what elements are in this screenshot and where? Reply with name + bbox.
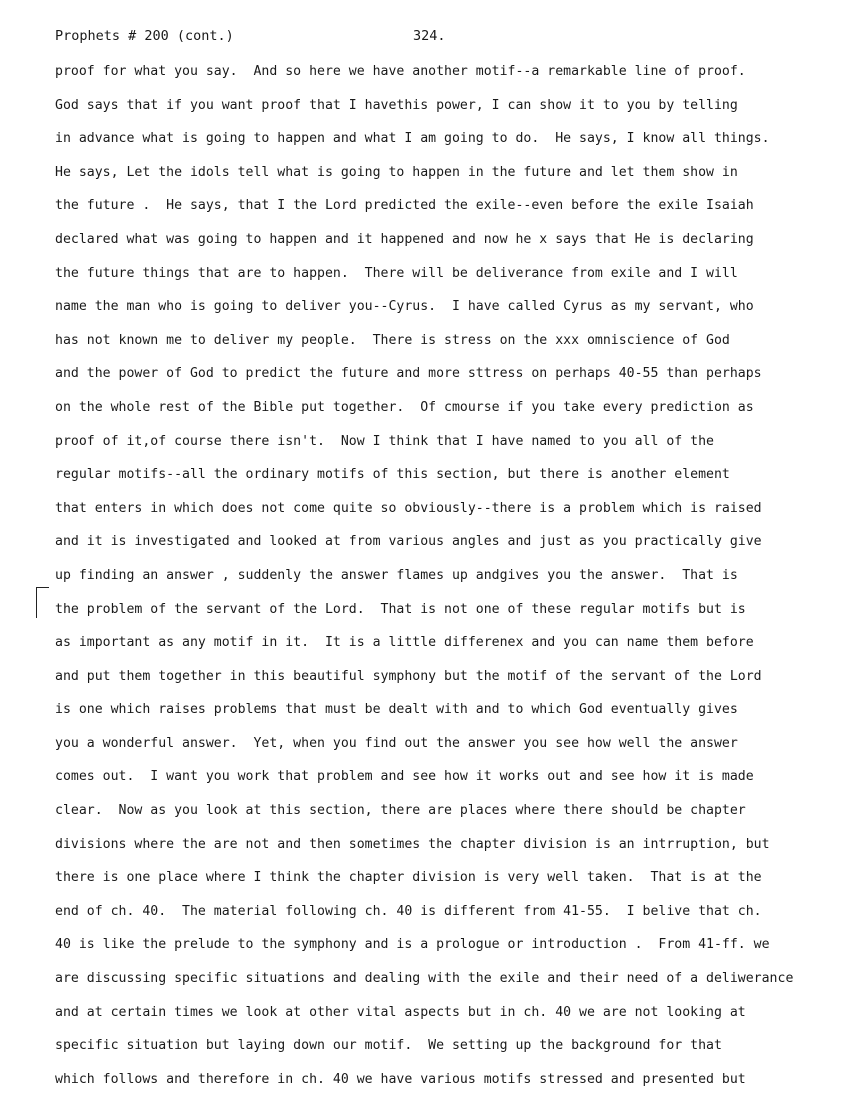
page-number: 324. — [413, 28, 446, 44]
text-line: as important as any motif in it. It is a little differenex and you can name them before — [55, 635, 754, 651]
text-line: you a wonderful answer. Yet, when you find out the answer you see how well the answer — [55, 735, 738, 751]
text-line: regular motifs--all the ordinary motifs of this section, but there is another element — [55, 467, 730, 483]
text-line: in advance what is going to happen and what I am going to do. He says, I know all things. — [55, 131, 770, 147]
text-line: declared what was going to happen and it happened and now he x says that He is declaring — [55, 231, 754, 247]
text-line: end of ch. 40. The material following ch. 40 is different from 41-55. I belive that ch. — [55, 903, 762, 919]
text-line: has not known me to deliver my people. There is stress on the xxx omniscience of God — [55, 332, 730, 348]
header-title: Prophets # 200 (cont.) — [55, 28, 234, 44]
text-line: are discussing specific situations and dealing with the exile and their need of a deliwerance — [55, 971, 794, 987]
text-line: that enters in which does not come quite so obviously--there is a problem which is raised — [55, 500, 762, 516]
text-line: He says, Let the idols tell what is going to happen in the future and let them show in — [55, 164, 738, 180]
page-header — [55, 28, 835, 52]
text-line: clear. Now as you look at this section, there are places where there should be chapter — [55, 803, 746, 819]
text-line: and put them together in this beautiful symphony but the motif of the servant of the Lord — [55, 668, 762, 684]
text-line: divisions where the are not and then sometimes the chapter division is an intrruption, but — [55, 836, 770, 852]
text-line: proof of it,of course there isn't. Now I think that I have named to you all of the — [55, 433, 714, 449]
text-line: up finding an answer , suddenly the answer flames up andgives you the answer. That is — [55, 567, 738, 583]
text-line: God says that if you want proof that I havethis power, I can show it to you by telling — [55, 97, 738, 113]
text-line: on the whole rest of the Bible put together. Of cmourse if you take every prediction as — [55, 399, 754, 415]
text-line: proof for what you say. And so here we have another motif--a remarkable line of proof. — [55, 64, 746, 79]
text-line: the problem of the servant of the Lord. That is not one of these regular motifs but is — [55, 601, 746, 617]
text-line: the future things that are to happen. There will be deliverance from exile and I will — [55, 265, 738, 281]
text-line: and the power of God to predict the future and more sttress on perhaps 40-55 than perhaps — [55, 366, 762, 382]
text-line: name the man who is going to deliver you--Cyrus. I have called Cyrus as my servant, who — [55, 299, 754, 315]
text-line: and at certain times we look at other vital aspects but in ch. 40 we are not looking at — [55, 1004, 746, 1020]
text-line: which follows and therefore in ch. 40 we have various motifs stressed and presented but — [55, 1071, 746, 1087]
text-line: is one which raises problems that must be dealt with and to which God eventually gives — [55, 702, 738, 718]
text-line: the future . He says, that I the Lord predicted the exile--even before the exile Isaiah — [55, 198, 754, 214]
body-text — [55, 60, 845, 1101]
margin-bracket-mark — [36, 587, 49, 618]
text-line: comes out. I want you work that problem and see how it works out and see how it is made — [55, 769, 754, 785]
text-line: 40 is like the prelude to the symphony and is a prologue or introduction . From 41-ff. we — [55, 937, 770, 953]
text-line: specific situation but laying down our motif. We setting up the background for that — [55, 1038, 722, 1054]
text-line: there is one place where I think the chapter division is very well taken. That is at the — [55, 870, 762, 886]
text-line: and it is investigated and looked at from various angles and just as you practically give — [55, 534, 762, 550]
